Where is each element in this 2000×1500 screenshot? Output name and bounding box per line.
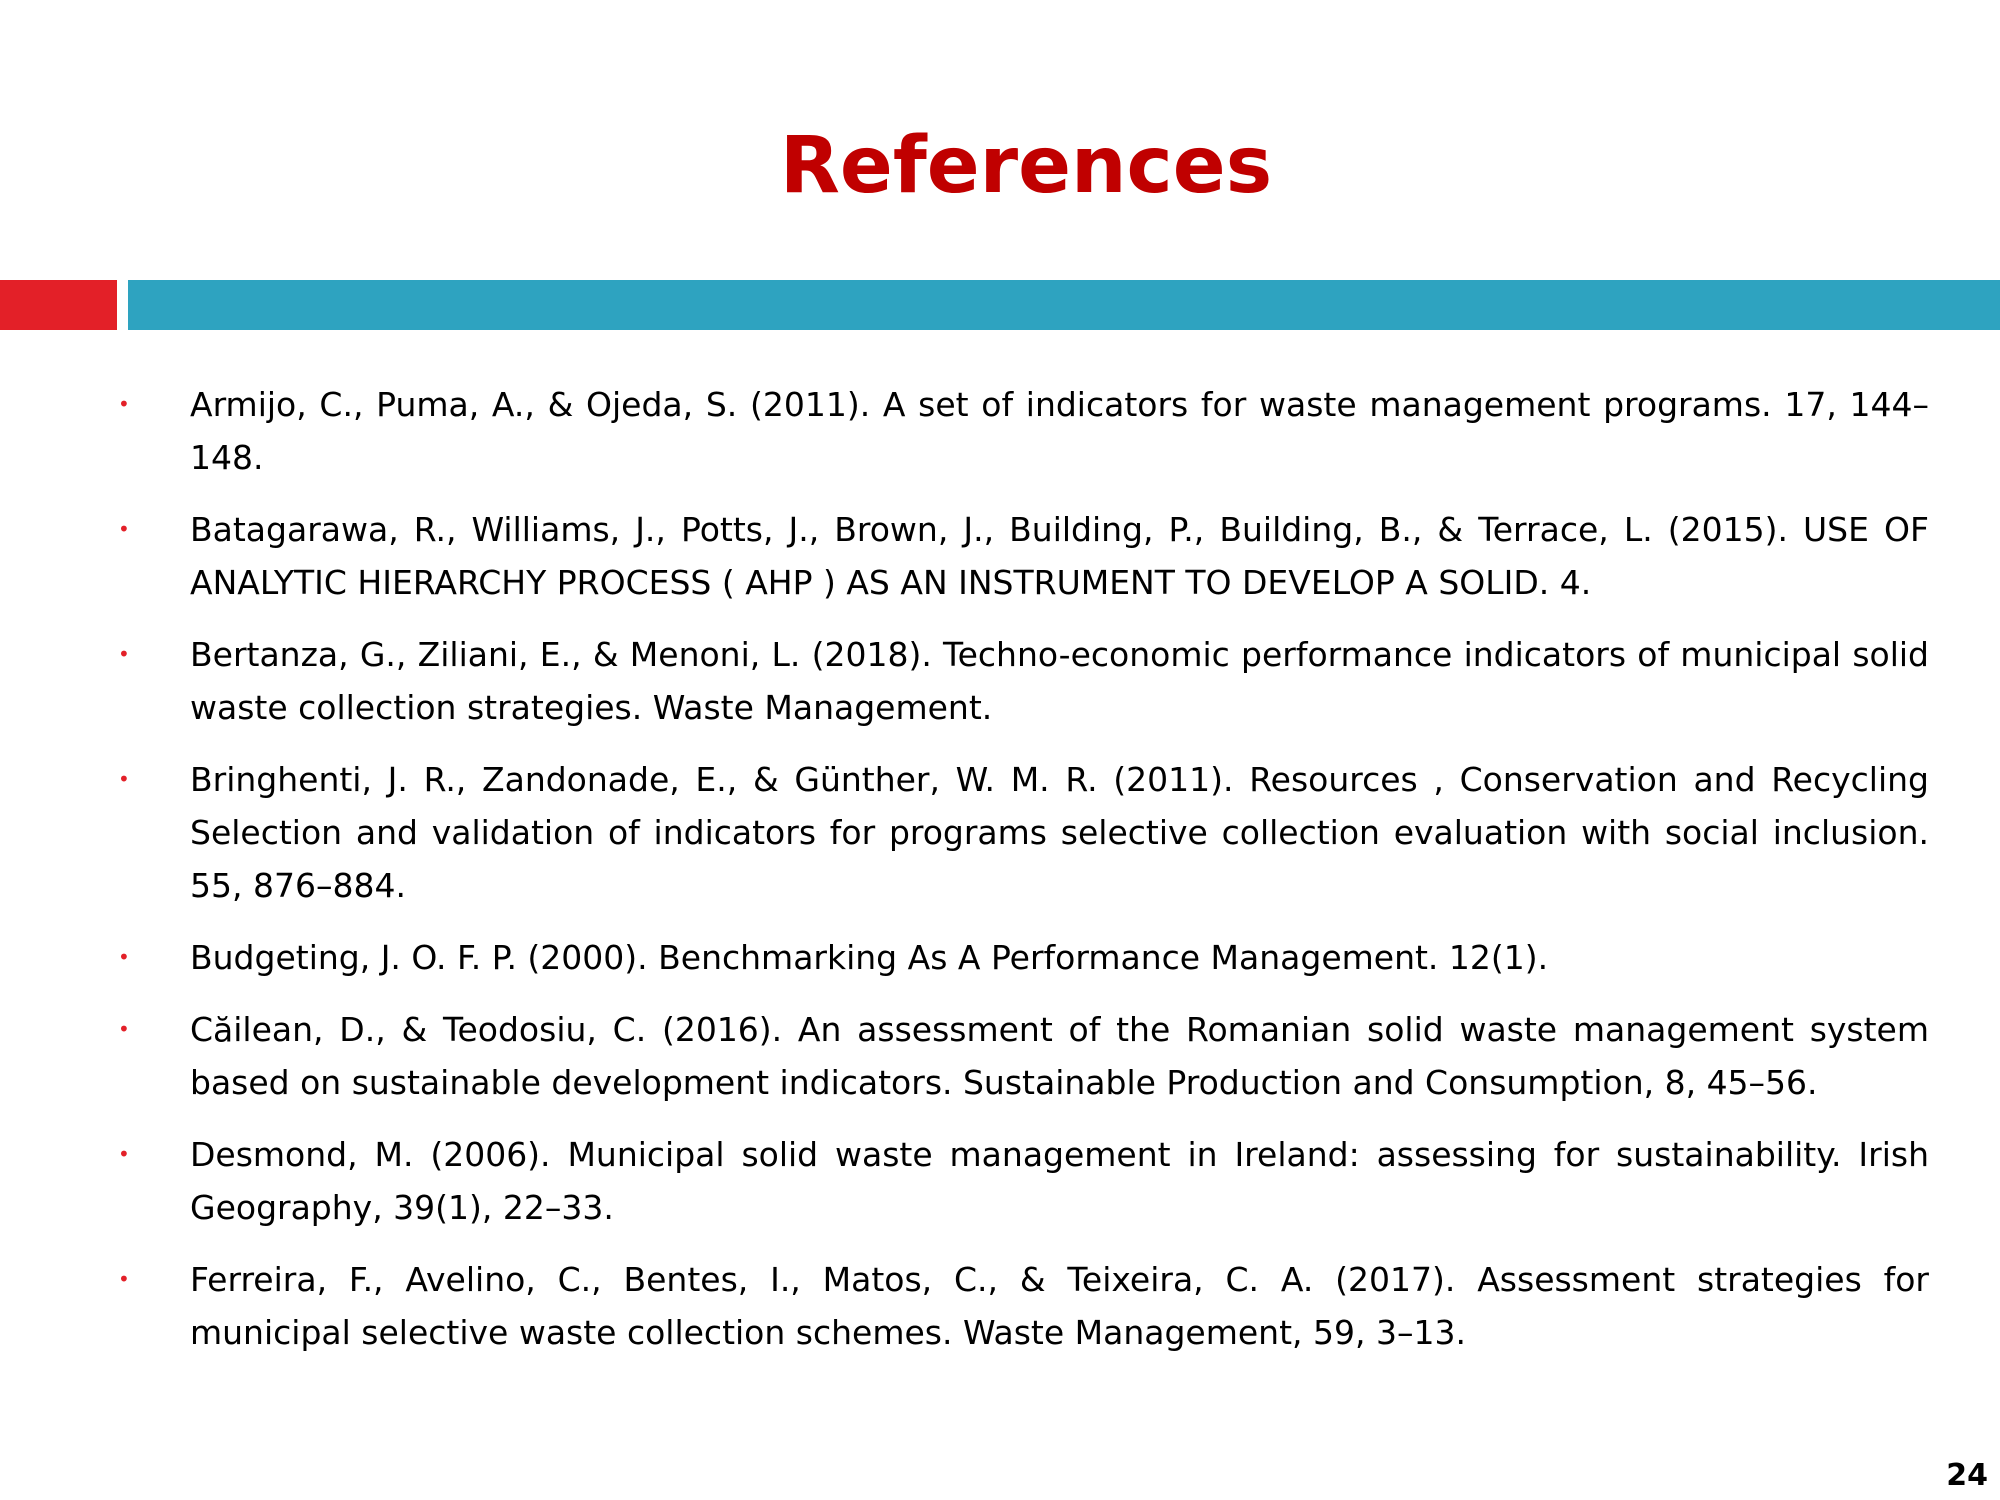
bullet-icon: • — [118, 392, 130, 416]
reference-text: Batagarawa, R., Williams, J., Potts, J., Brown, J., Building, P., Building, B., & Terrace, L. (2015). USE OF ANALYTIC HIERARCHY PROCESS ( AHP ) AS AN INSTRUMENT TO DEVELOP A SOLID. 4. — [190, 510, 1929, 602]
bullet-icon: • — [118, 517, 130, 541]
accent-bar-red — [0, 280, 117, 330]
bullet-icon: • — [118, 642, 130, 666]
reference-text: Bertanza, G., Ziliani, E., & Menoni, L. (2018). Techno-economic performance indicators of municipal solid waste collection strategies. Waste Management. — [190, 635, 1929, 727]
reference-text: Ferreira, F., Avelino, C., Bentes, I., Matos, C., & Teixeira, C. A. (2017). Assessment strategies for municipal selective waste collection schemes. Waste Management, 59, 3–13. — [190, 1260, 1929, 1352]
reference-text: Desmond, M. (2006). Municipal solid waste management in Ireland: assessing for sustainability. Irish Geography, 39(1), 22–33. — [190, 1135, 1929, 1227]
bullet-icon: • — [118, 767, 130, 791]
reference-item — [114, 1128, 1929, 1234]
reference-item — [114, 753, 1929, 912]
bullet-icon: • — [118, 945, 130, 969]
bullet-icon: • — [118, 1142, 130, 1166]
slide-title: References — [779, 121, 1273, 211]
reference-item — [114, 1253, 1929, 1359]
bullet-icon: • — [118, 1267, 130, 1291]
accent-bar-teal — [128, 280, 2000, 330]
reference-text: Armijo, C., Puma, A., & Ojeda, S. (2011). A set of indicators for waste management programs. 17, 144–148. — [190, 385, 1929, 477]
bullet-icon: • — [118, 1017, 130, 1041]
reference-list — [114, 378, 1929, 1378]
reference-item — [114, 1003, 1929, 1109]
reference-item — [114, 931, 1929, 984]
reference-item — [114, 378, 1929, 484]
page-number: 24 — [1946, 1458, 1988, 1493]
reference-text: Căilean, D., & Teodosiu, C. (2016). An assessment of the Romanian solid waste management system based on sustainable development indicators. Sustainable Production and Consumption, 8, 45–56. — [190, 1010, 1929, 1102]
reference-item — [114, 628, 1929, 734]
reference-text: Budgeting, J. O. F. P. (2000). Benchmarking As A Performance Management. 12(1). — [190, 938, 1549, 977]
reference-text: Bringhenti, J. R., Zandonade, E., & Günther, W. M. R. (2011). Resources , Conservation and Recycling Selection and validation of indicators for programs selective collection evaluation with social inclusion. 55, 876–884. — [190, 760, 1929, 905]
reference-item — [114, 503, 1929, 609]
